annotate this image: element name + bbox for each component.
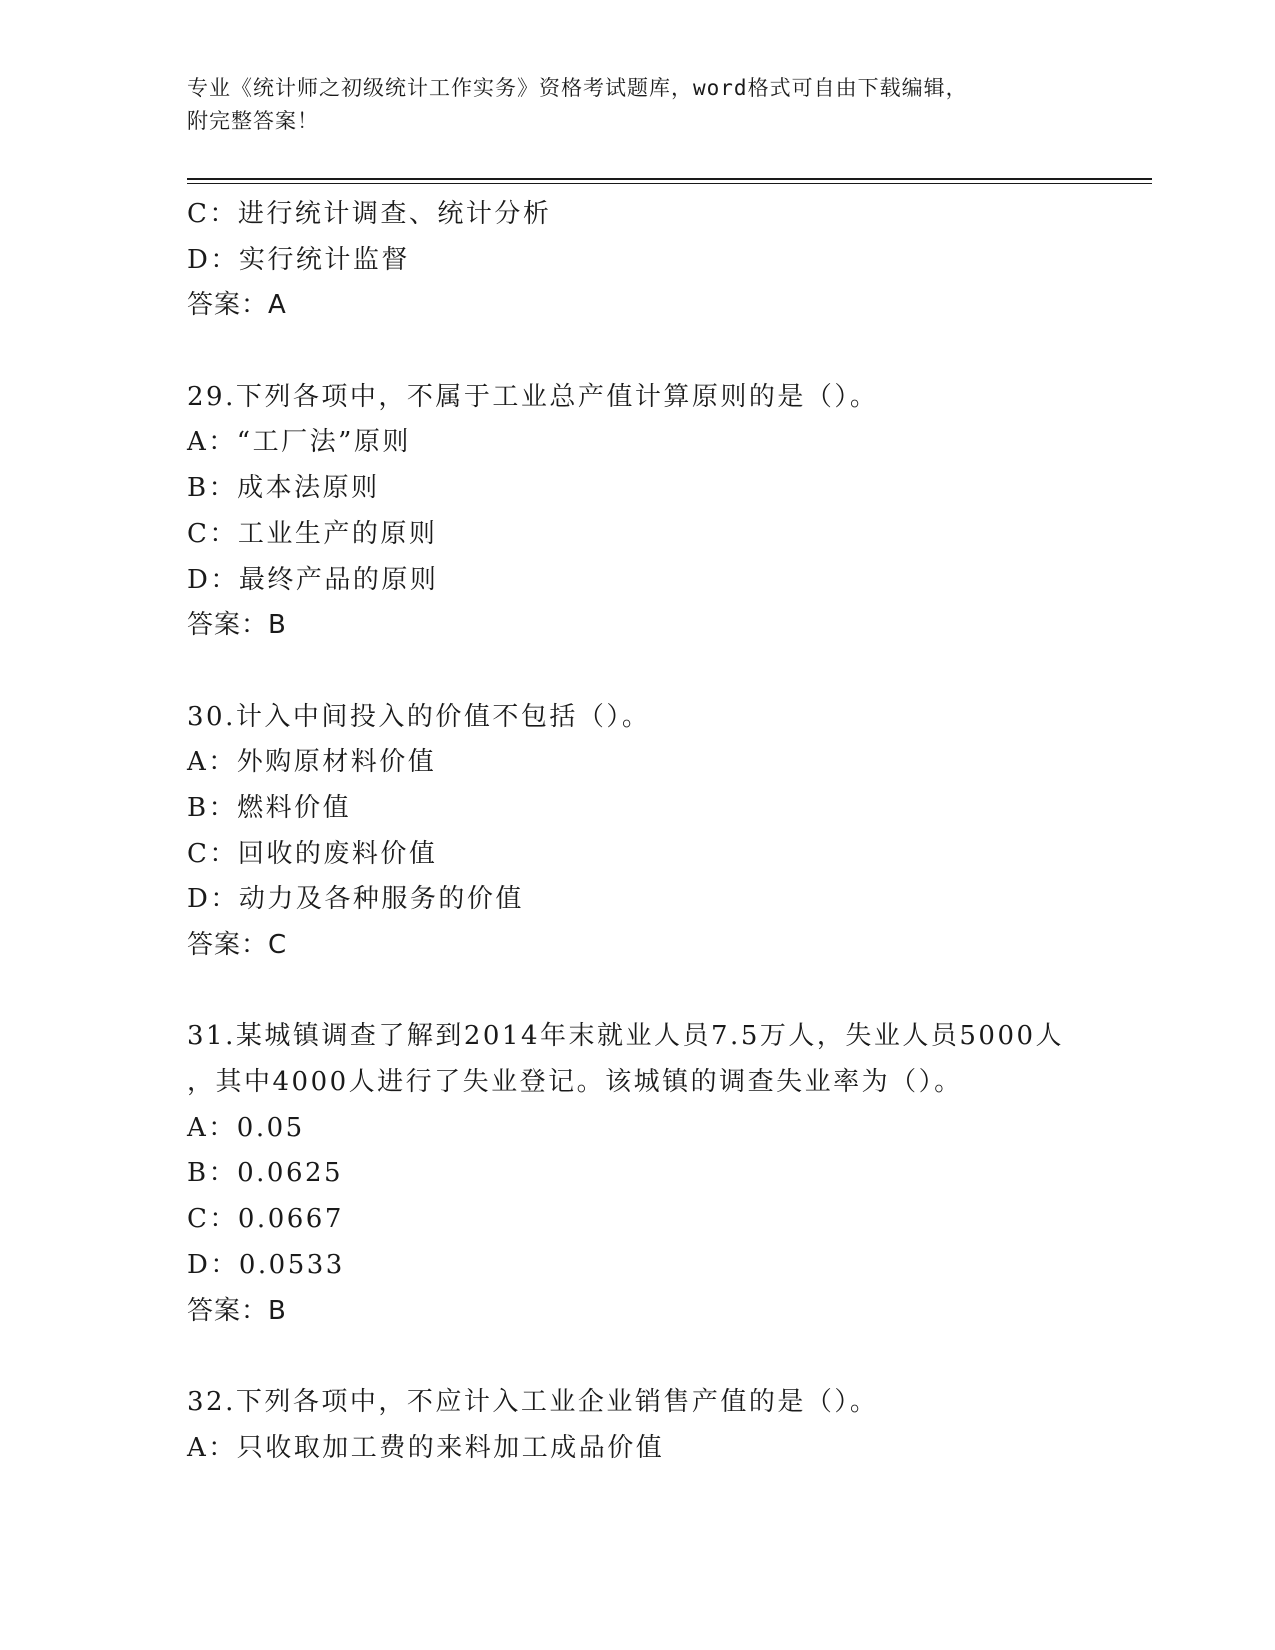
header-divider-thick xyxy=(187,178,1152,180)
question-text: 30.计入中间投入的价值不包括（）。 xyxy=(187,701,651,732)
option-c: C：进行统计调查、统计分析 xyxy=(187,199,552,229)
option-d: D：0.0533 xyxy=(187,1249,345,1280)
spacer xyxy=(187,1334,1087,1380)
option-a: A：“工厂法”原则 xyxy=(187,427,411,458)
answer: 答案：A xyxy=(187,290,287,321)
question-32 xyxy=(187,1380,1087,1471)
question-text-line-2: ，其中4000人进行了失业登记。该城镇的调查失业率为（）。 xyxy=(187,1067,963,1098)
option-b: B：燃料价值 xyxy=(187,792,352,823)
answer: 答案：B xyxy=(187,610,287,641)
question-list xyxy=(187,192,1087,1471)
option-a: A：0.05 xyxy=(187,1112,305,1143)
question-31 xyxy=(187,1014,1087,1334)
option-b: B：成本法原则 xyxy=(187,473,380,504)
question-29 xyxy=(187,375,1087,649)
spacer xyxy=(187,649,1087,695)
header-line-2: 附完整答案！ xyxy=(187,109,319,133)
option-a: A：外购原材料价值 xyxy=(187,747,437,778)
document-header xyxy=(187,72,1087,138)
question-text-line-1: 31.某城镇调查了解到2014年末就业人员7.5万人，失业人员5000人 xyxy=(187,1021,1065,1052)
spacer xyxy=(187,329,1087,375)
option-a: A：只收取加工费的来料加工成品价值 xyxy=(187,1432,665,1463)
option-d: D：动力及各种服务的价值 xyxy=(187,884,524,915)
answer: 答案：C xyxy=(187,930,288,960)
question-28 xyxy=(187,192,1087,329)
option-c: C：回收的废料价值 xyxy=(187,838,438,869)
option-c: C：0.0667 xyxy=(187,1204,344,1235)
option-b: B：0.0625 xyxy=(187,1158,344,1189)
question-text: 29.下列各项中，不属于工业总产值计算原则的是（）。 xyxy=(187,381,879,412)
header-divider-thin xyxy=(187,183,1152,184)
option-c: C：工业生产的原则 xyxy=(187,518,438,549)
question-text: 32.下列各项中，不应计入工业企业销售产值的是（）。 xyxy=(187,1386,879,1417)
option-d: D：实行统计监督 xyxy=(187,244,410,275)
spacer xyxy=(187,969,1087,1015)
option-d: D：最终产品的原则 xyxy=(187,564,439,595)
answer: 答案：B xyxy=(187,1295,287,1326)
header-line-1: 专业《统计师之初级统计工作实务》资格考试题库，word格式可自由下载编辑， xyxy=(187,76,968,100)
question-30 xyxy=(187,695,1087,969)
